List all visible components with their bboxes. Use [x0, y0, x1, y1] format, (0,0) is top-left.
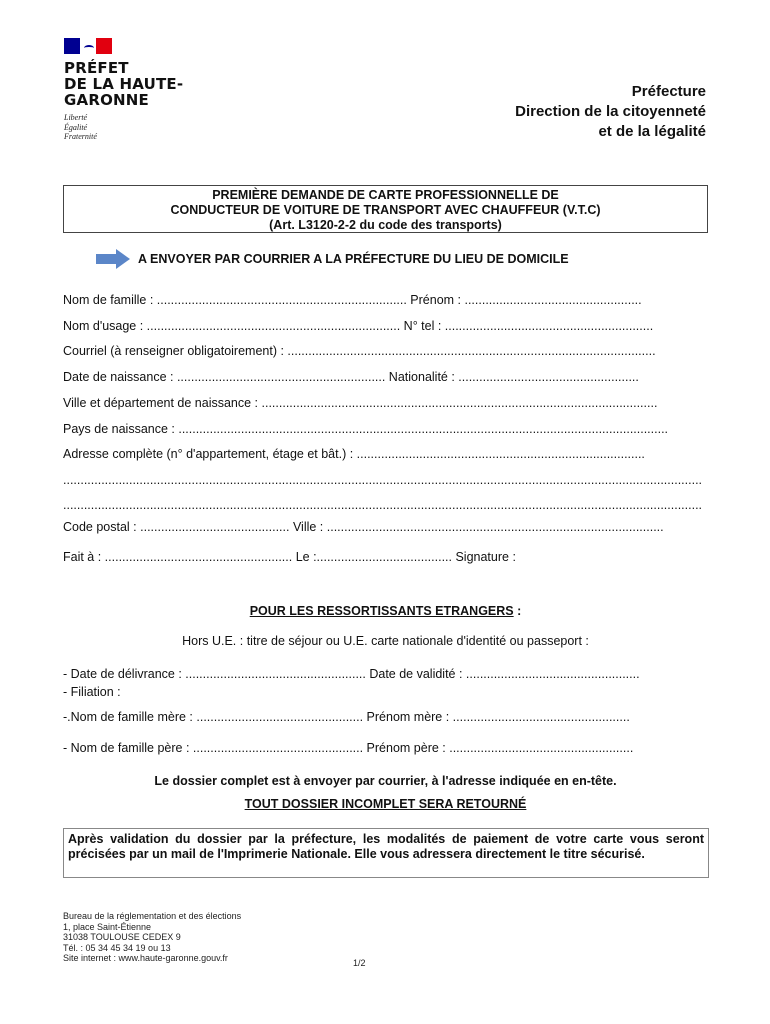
field-pays-naissance[interactable]: Pays de naissance : ............................................................................................................................................. — [63, 422, 669, 436]
title-line-2: CONDUCTEUR DE VOITURE DE TRANSPORT AVEC CHAUFFEUR (V.T.C) — [170, 203, 601, 217]
field-naissance-nationalite[interactable]: Date de naissance : ............................................................ Nationalité : .................................................... — [63, 370, 639, 384]
dossier-warning: TOUT DOSSIER INCOMPLET SERA RETOURNÉ — [244, 797, 527, 811]
arrow-right-icon — [96, 249, 130, 269]
footer-address — [63, 911, 241, 964]
field-adresse-suite-1[interactable]: ........................................................................................................................................................................................ — [63, 473, 703, 487]
page-number: 1/2 — [353, 958, 366, 968]
field-courriel[interactable]: Courriel (à renseigner obligatoirement) : .......................................................................................................... — [63, 344, 656, 358]
marianne-flag-icon — [64, 38, 112, 54]
prefet-title — [64, 60, 204, 108]
title-line-1: PREMIÈRE DEMANDE DE CARTE PROFESSIONNELLE DE — [212, 188, 559, 202]
devise — [64, 113, 204, 142]
field-fait-le-signature[interactable]: Fait à : ...................................................... Le :....................................... Signature : — [63, 550, 516, 564]
payment-info-box — [63, 828, 709, 878]
header-line: et de la légalité — [598, 123, 706, 140]
etrangers-subtitle: Hors U.E. : titre de séjour ou U.E. carte nationale d'identité ou passeport : — [182, 634, 589, 648]
devise-line: Liberté — [64, 113, 88, 122]
dossier-instruction: Le dossier complet est à envoyer par courrier, à l'adresse indiquée en en-tête. — [154, 774, 617, 788]
prefecture-logo — [64, 38, 204, 142]
send-instruction — [96, 248, 716, 270]
field-adresse-suite-2[interactable]: ........................................................................................................................................................................................ — [63, 498, 703, 512]
field-nom-prenom[interactable]: Nom de famille : ........................................................................ Prénom : ................................................... — [63, 293, 642, 307]
footer-line: 31038 TOULOUSE CEDEX 9 — [63, 932, 181, 943]
field-ville-naissance[interactable]: Ville et département de naissance : .................................................................................................................. — [63, 396, 658, 410]
devise-line: Égalité — [64, 122, 88, 132]
title-line-3: (Art. L3120-2-2 du code des transports) — [269, 218, 502, 232]
header-line: Préfecture — [631, 83, 706, 100]
footer-line: Tél. : 05 34 45 34 19 ou 13 — [63, 942, 171, 953]
etrangers-heading-suffix: : — [513, 604, 522, 618]
form-title-box — [63, 185, 708, 233]
field-code-postal-ville[interactable]: Code postal : ........................................... Ville : ................................................................................................. — [63, 520, 664, 534]
prefet-line: GARONNE — [64, 91, 149, 109]
footer-line: Bureau de la réglementation et des élections — [63, 911, 242, 921]
etrangers-heading — [63, 603, 708, 619]
header-line: Direction de la citoyenneté — [515, 103, 706, 120]
field-nom-pere[interactable]: - Nom de famille père : ................................................. Prénom père : ..................................................... — [63, 741, 634, 755]
field-adresse[interactable]: Adresse complète (n° d'appartement, étage et bât.) : ................................................................................... — [63, 447, 645, 461]
filiation-label: - Filiation : — [63, 685, 121, 699]
field-usage-tel[interactable]: Nom d'usage : ......................................................................... N° tel : ............................................................ — [63, 319, 654, 333]
field-nom-mere[interactable]: -.Nom de famille mère : ................................................ Prénom mère : ................................................... — [63, 710, 630, 724]
prefet-line: PRÉFET — [64, 59, 129, 77]
prefet-line: DE LA HAUTE- — [64, 75, 184, 93]
etrangers-heading-text: POUR LES RESSORTISSANTS ETRANGERS — [249, 604, 514, 618]
department-header — [515, 82, 706, 142]
send-instruction-text: A ENVOYER PAR COURRIER A LA PRÉFECTURE DU LIEU DE DOMICILE — [138, 252, 569, 266]
devise-line: Fraternité — [64, 132, 97, 141]
footer-website: Site internet : www.haute-garonne.gouv.fr — [63, 953, 228, 964]
field-date-delivrance[interactable]: - Date de délivrance : .................................................... Date de validité : .................................................. — [63, 667, 640, 681]
footer-line: 1, place Saint-Étienne — [63, 921, 152, 932]
payment-info-text: Après validation du dossier par la préfecture, les modalités de paiement de votre carte vous seront précisées par un mail de l'Imprimerie Nationale. Elle vous adressera directement le titre sécurisé. — [68, 832, 704, 861]
